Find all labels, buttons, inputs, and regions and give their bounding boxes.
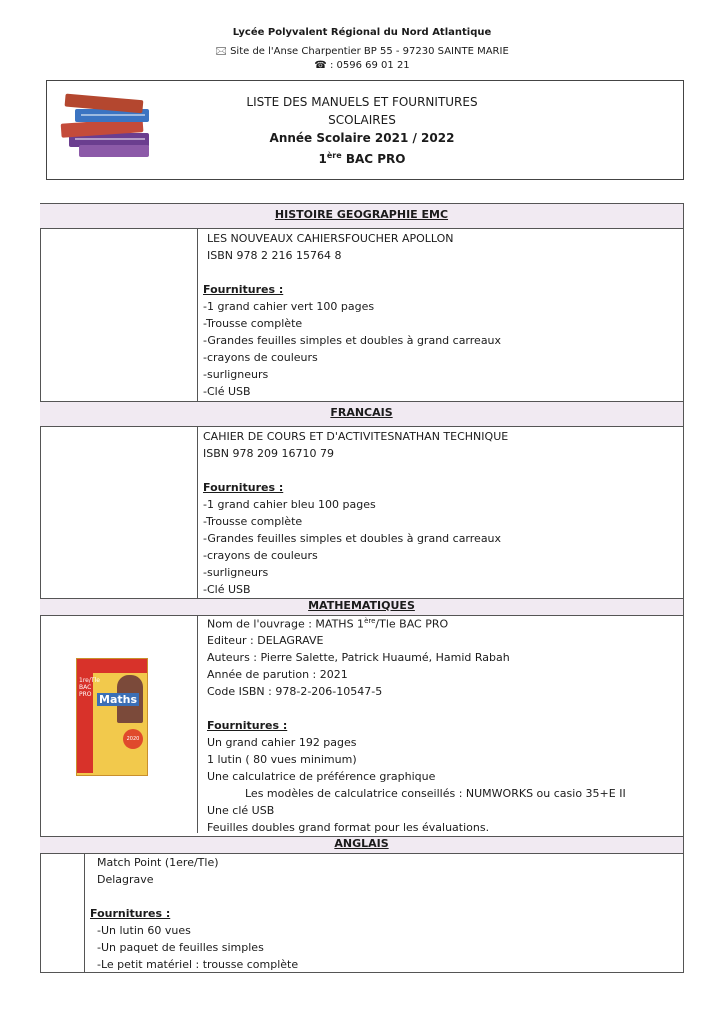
section-heading-anglais: ANGLAIS	[334, 837, 389, 850]
table-right-border	[683, 203, 684, 973]
maths-item: Une calculatrice de préférence graphique	[207, 770, 436, 783]
title-box	[46, 80, 684, 180]
table-left-border	[40, 203, 41, 973]
books-illustration	[55, 87, 155, 161]
school-address: 🖂 Site de l'Anse Charpentier BP 55 - 97230 SAINTE MARIE	[215, 46, 509, 57]
column-divider-anglais	[84, 852, 85, 972]
title-class: 1ère BAC PRO	[318, 151, 406, 166]
cover-top-band	[77, 659, 147, 673]
histoire-item: -surligneurs	[203, 368, 269, 381]
anglais-item: -Le petit matériel : trousse complète	[97, 958, 299, 971]
maths-annee: Année de parution : 2021	[207, 668, 348, 681]
title-line-2: SCOLAIRES	[328, 113, 396, 127]
francais-item: -1 grand cahier bleu 100 pages	[203, 498, 376, 511]
histoire-fournitures-label: Fournitures :	[203, 283, 284, 296]
maths-editeur: Editeur : DELAGRAVE	[207, 634, 324, 647]
francais-isbn: ISBN 978 209 16710 79	[203, 447, 334, 460]
cover-title: Maths	[99, 693, 138, 706]
column-divider	[197, 228, 198, 833]
maths-item: Feuilles doubles grand format pour les évaluations.	[207, 821, 490, 834]
anglais-item: -Un paquet de feuilles simples	[97, 941, 264, 954]
title-line-1: LISTE DES MANUELS ET FOURNITURES	[246, 95, 478, 109]
histoire-item: -crayons de couleurs	[203, 351, 318, 364]
histoire-item: -Grandes feuilles simples et doubles à grand carreaux	[203, 334, 502, 347]
histoire-item: -Clé USB	[203, 385, 251, 398]
school-phone: ☎ : 0596 69 01 21	[314, 60, 410, 71]
francais-item: -Trousse complète	[203, 515, 303, 528]
anglais-publisher: Delagrave	[97, 873, 154, 886]
school-name: Lycée Polyvalent Régional du Nord Atlantique	[232, 27, 492, 38]
maths-book-cover	[76, 658, 148, 776]
title-block	[197, 93, 527, 168]
histoire-item: -1 grand cahier vert 100 pages	[203, 300, 375, 313]
francais-item: -Grandes feuilles simples et doubles à grand carreaux	[203, 532, 502, 545]
histoire-isbn: ISBN 978 2 216 15764 8	[207, 249, 342, 262]
maths-auteurs: Auteurs : Pierre Salette, Patrick Huaumé, Hamid Rabah	[207, 651, 510, 664]
anglais-item: -Un lutin 60 vues	[97, 924, 191, 937]
table-bottom-border	[40, 972, 684, 973]
francais-book: CAHIER DE COURS ET D'ACTIVITESNATHAN TECHNIQUE	[203, 430, 509, 443]
histoire-item: -Trousse complète	[203, 317, 303, 330]
francais-item: -surligneurs	[203, 566, 269, 579]
maths-item: Une clé USB	[207, 804, 275, 817]
anglais-book: Match Point (1ere/Tle)	[97, 856, 219, 869]
section-heading-histoire: HISTOIRE GEOGRAPHIE EMC	[274, 208, 449, 221]
section-heading-francais: FRANCAIS	[330, 406, 393, 419]
francais-fournitures-label: Fournitures :	[203, 481, 284, 494]
cover-badge: 2020	[123, 729, 143, 749]
title-year: Année Scolaire 2021 / 2022	[269, 131, 455, 145]
maths-isbn: Code ISBN : 978-2-206-10547-5	[207, 685, 383, 698]
histoire-book: LES NOUVEAUX CAHIERSFOUCHER APOLLON	[207, 232, 454, 245]
anglais-fournitures-label: Fournitures :	[90, 907, 171, 920]
maths-calc-note: Les modèles de calculatrice conseillés : NUMWORKS ou casio 35+E II	[245, 787, 626, 800]
maths-item: 1 lutin ( 80 vues minimum)	[207, 753, 357, 766]
maths-fournitures-label: Fournitures :	[207, 719, 288, 732]
section-heading-maths: MATHEMATIQUES	[308, 599, 415, 612]
cover-level: 1re/Tle BAC PRO	[79, 677, 100, 698]
maths-ouvrage: Nom de l'ouvrage : MATHS 1ère/Tle BAC PRO	[207, 617, 449, 631]
francais-item: -Clé USB	[203, 583, 251, 596]
maths-item: Un grand cahier 192 pages	[207, 736, 357, 749]
francais-item: -crayons de couleurs	[203, 549, 318, 562]
